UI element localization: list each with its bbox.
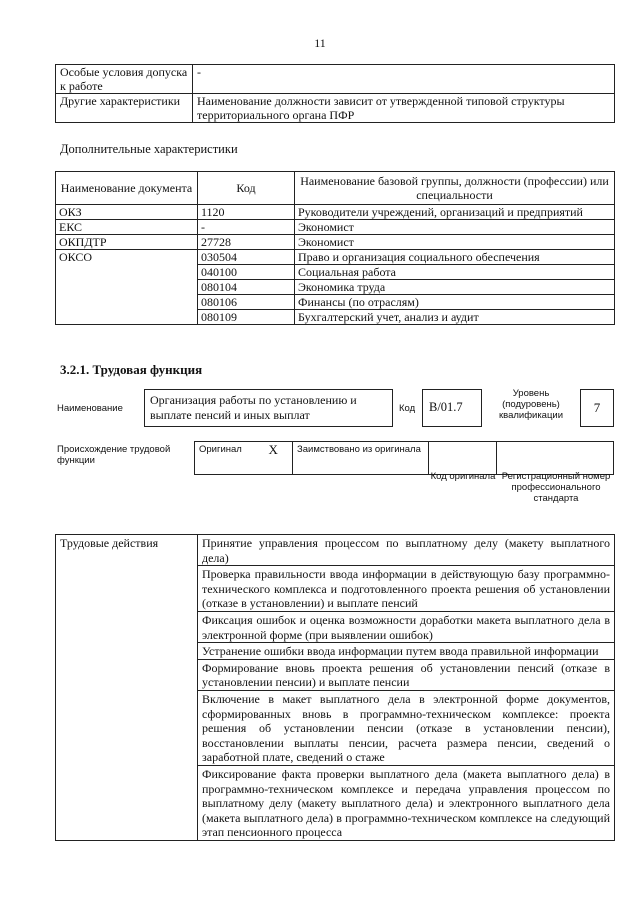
code-cell: -: [198, 220, 295, 235]
table-row: [56, 535, 615, 566]
conditions-table: [55, 64, 615, 123]
code-cell: 030504: [198, 250, 295, 265]
reg-number-cell: [497, 442, 614, 475]
code-cell: 1120: [198, 205, 295, 220]
origin-label: Происхождение трудовой функции: [57, 444, 171, 466]
code-cell: 080109: [198, 310, 295, 325]
labor-actions-label: Трудовые действия: [56, 535, 198, 841]
table-row: [56, 250, 615, 265]
occupation-name-cell: Экономист: [295, 235, 615, 250]
occupation-name-cell: Право и организация социального обеспечения: [295, 250, 615, 265]
section-heading: Дополнительные характеристики: [60, 142, 238, 156]
occupation-name-cell: Бухгалтерский учет, анализ и аудит: [295, 310, 615, 325]
table-row: [56, 65, 615, 94]
origin-code-label: Код оригинала: [430, 471, 496, 482]
code-cell: 040100: [198, 265, 295, 280]
occupation-name-cell: Экономист: [295, 220, 615, 235]
name-label: Наименование: [57, 403, 123, 414]
function-name-box: Организация работы по установлению и выплате пенсий и иных выплат: [144, 389, 393, 427]
table-row: [56, 235, 615, 250]
origin-code-cell: [429, 442, 497, 475]
occupation-name-cell: Руководители учреждений, организаций и предприятий: [295, 205, 615, 220]
code-cell: 27728: [198, 235, 295, 250]
labor-actions-table: [55, 534, 615, 841]
row-label: Другие характеристики: [56, 94, 193, 123]
row-value: -: [193, 65, 615, 94]
qualification-level-label: Уровень (подуровень) квалификации: [498, 388, 564, 421]
document-cell: ОКЗ: [56, 205, 198, 220]
labor-action-item: Фиксирование факта проверки выплатного дела (макета выплатного дела) в программно-техническом комплексе и передача управления процессом по выплатному делу (макету выплатного дела) и электронного выплатного дела (макета выплатного дела) в программно-техническом комплексе на следующий этап пенсионного процесса: [198, 765, 615, 840]
table-header-row: [56, 172, 615, 205]
reg-number-label: Регистрационный номер профессионального стандарта: [501, 471, 611, 504]
table-row: [56, 205, 615, 220]
labor-action-item: Фиксация ошибок и оценка возможности доработки макета выплатного дела в электронной форме (при выявлении ошибок): [198, 611, 615, 642]
occupation-name-cell: Экономика труда: [295, 280, 615, 295]
origin-table: [194, 441, 614, 475]
document-cell: ОКПДТР: [56, 235, 198, 250]
table-row: [56, 220, 615, 235]
table-row: [56, 94, 615, 123]
column-header: Наименование базовой группы, должности (профессии) или специальности: [295, 172, 615, 205]
row-label: Особые условия допуска к работе: [56, 65, 193, 94]
column-header: Код: [198, 172, 295, 205]
code-cell: 080104: [198, 280, 295, 295]
function-heading: 3.2.1. Трудовая функция: [60, 362, 203, 377]
document-cell: ЕКС: [56, 220, 198, 235]
occupation-name-cell: Социальная работа: [295, 265, 615, 280]
original-mark: X: [253, 442, 293, 475]
occupation-name-cell: Финансы (по отраслям): [295, 295, 615, 310]
code-label: Код: [399, 403, 416, 414]
original-label: Оригинал: [195, 442, 253, 475]
labor-action-item: Устранение ошибки ввода информации путем ввода правильной информации: [198, 643, 615, 660]
code-cell: 080106: [198, 295, 295, 310]
extra-table-body: [56, 205, 615, 325]
labor-action-item: Формирование вновь проекта решения об установлении пенсий (отказе в установлении пенсии) и выплате пенсии: [198, 659, 615, 690]
labor-action-item: Включение в макет выплатного дела в электронной форме документов, сформированных вновь в программно-техническом комплексе: проекта решения об установлении пенсии (отказе в установлении пенсии), восстановлении выплаты пенсии, расчета размера пенсии, сведений о заработной плате, сведений о стаже: [198, 690, 615, 765]
borrowed-label: Заимствовано из оригинала: [293, 442, 429, 475]
row-value: Наименование должности зависит от утвержденной типовой структуры территориального органа ПФР: [193, 94, 615, 123]
labor-actions-body: [56, 535, 615, 841]
page-number: 11: [314, 36, 326, 50]
table-row: [195, 442, 614, 475]
extra-characteristics-table: [55, 171, 615, 325]
labor-action-item: Проверка правильности ввода информации в действующую базу программно-технического комплекса и подготовленного проекта решения об установлении (отказе в установлении) и выплате пенсий: [198, 566, 615, 612]
qualification-level-box: 7: [580, 389, 614, 427]
labor-action-item: Принятие управления процессом по выплатному делу (макету выплатного дела): [198, 535, 615, 566]
document-cell: ОКСО: [56, 250, 198, 325]
column-header: Наименование документа: [56, 172, 198, 205]
function-code-box: В/01.7: [422, 389, 482, 427]
